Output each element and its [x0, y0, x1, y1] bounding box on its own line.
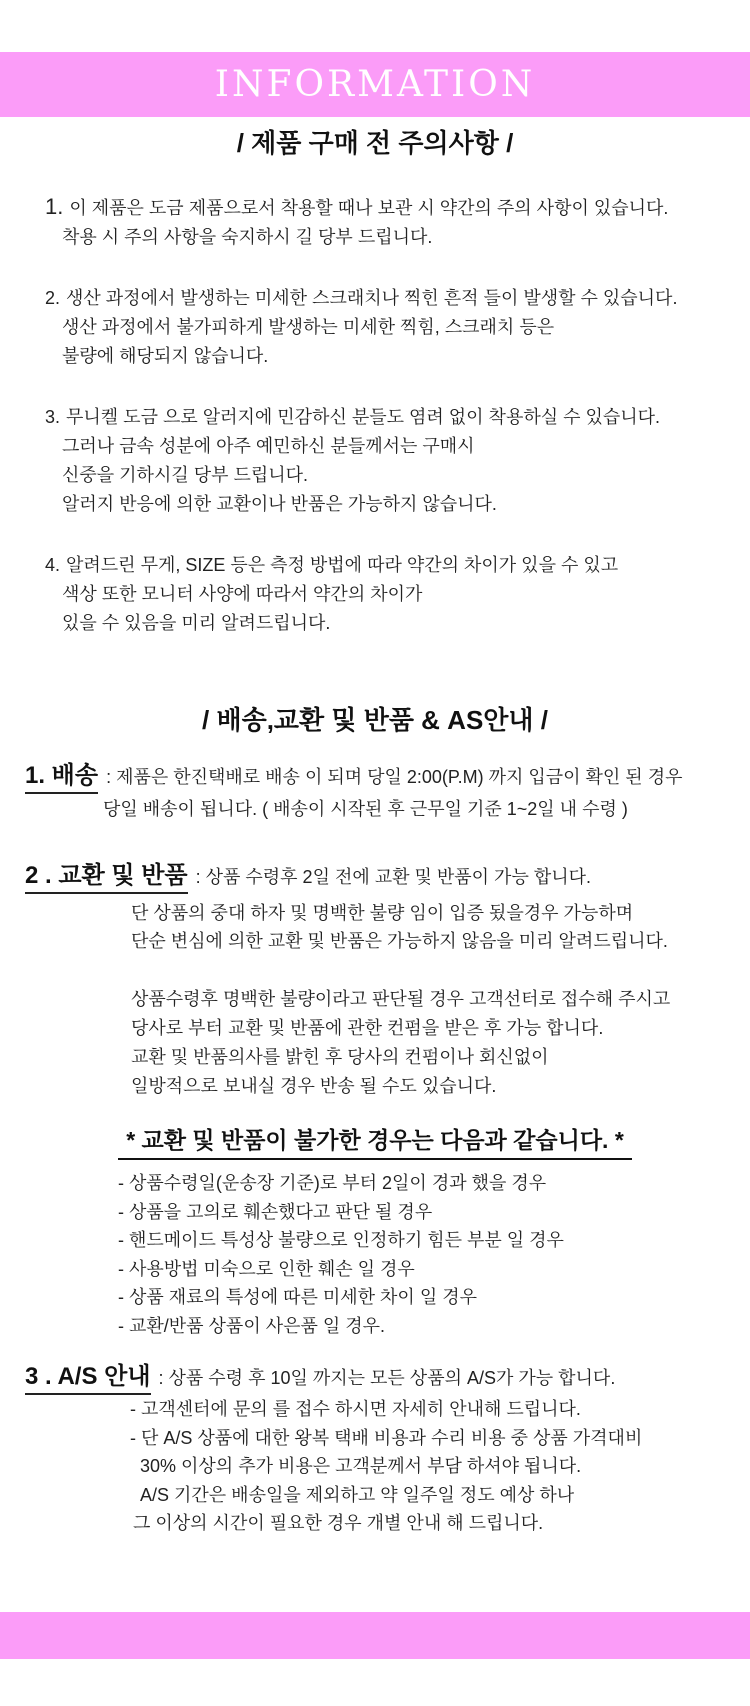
shipping-label: 1. 배송	[25, 761, 98, 794]
notice-line	[45, 551, 750, 580]
exchange-text: 일방적으로 보내실 경우 반송 될 수도 있습니다.	[131, 1076, 497, 1096]
exchange-paragraph-2	[25, 985, 750, 1101]
exchange-label: 2 . 교환 및 반품	[25, 861, 188, 894]
as-text: : 상품 수령 후 10일 까지는 모든 상품의 A/S가 가능 합니다.	[158, 1368, 616, 1388]
notice-text: 알려드린 무게, SIZE 등은 측정 방법에 따라 약간의 차이가 있을 수 있고	[66, 555, 619, 575]
notice-text: 신중을 기하시길 당부 드립니다.	[62, 465, 309, 485]
notice-text: 생산 과정에서 발생하는 미세한 스크래치나 찍힌 흔적 들이 발생할 수 있습니다.	[66, 288, 678, 308]
notice-text: 불량에 해당되지 않습니다.	[62, 346, 269, 366]
exchange-text: 단 상품의 중대 하자 및 명백한 불량 임이 입증 됬을경우 가능하며	[131, 903, 634, 923]
as-label: 3 . A/S 안내	[25, 1362, 151, 1395]
notice-text: 알러지 반응에 의한 교환이나 반품은 가능하지 않습니다.	[62, 494, 497, 514]
notice-text: 이 제품은 도금 제품으로서 착용할 때나 보관 시 약간의 주의 사항이 있습니다.	[69, 198, 669, 218]
section1-title: / 제품 구매 전 주의사항 /	[236, 128, 514, 158]
item-number: 3.	[45, 407, 61, 427]
no-return-item: - 상품수령일(운송장 기준)로 부터 2일이 경과 했을 경우	[118, 1173, 547, 1193]
item-number: 4.	[45, 555, 61, 575]
no-return-item: - 상품을 고의로 훼손했다고 판단 될 경우	[118, 1201, 433, 1222]
notice-line	[45, 284, 750, 313]
notice-item-1	[0, 192, 750, 252]
no-return-list	[0, 1169, 750, 1340]
notice-text: 색상 또한 모니터 사양에 따라서 약간의 차이가	[62, 584, 423, 604]
notice-item-2	[0, 284, 750, 371]
notice-text: 있을 수 있음을 미리 알려드립니다.	[62, 613, 331, 633]
notice-text: 무니켈 도금 으로 알러지에 민감하신 분들도 염려 없이 착용하실 수 있습니다.	[66, 407, 661, 427]
exchange-block	[0, 861, 750, 1101]
banner-title: INFORMATION	[214, 64, 536, 105]
notice-text: 생산 과정에서 불가피하게 발생하는 미세한 찍힘, 스크래치 등은	[62, 317, 555, 337]
as-text: 30% 이상의 추가 비용은 고객분께서 부담 하셔야 됩니다.	[140, 1456, 582, 1476]
exchange-text: 단순 변심에 의한 교환 및 반품은 가능하지 않음을 미리 알려드립니다.	[131, 931, 668, 951]
notice-text: 그러나 금속 성분에 아주 예민하신 분들께서는 구매시	[62, 436, 475, 456]
footer-accent-bar	[0, 1612, 750, 1659]
no-return-item: - 교환/반품 상품이 사은품 일 경우.	[118, 1315, 386, 1336]
information-banner	[0, 52, 750, 117]
no-return-heading: * 교환 및 반품이 불가한 경우는 다음과 같습니다. *	[118, 1125, 632, 1160]
as-text: A/S 기간은 배송일을 제외하고 약 일주일 정도 예상 하나	[140, 1484, 575, 1505]
item-number: 2.	[45, 288, 61, 308]
no-return-item: - 핸드메이드 특성상 불량으로 인정하기 힘든 부분 일 경우	[118, 1230, 564, 1250]
shipping-text: : 제품은 한진택배로 배송 이 되며 당일 2:00(P.M) 까지 입금이 확인 된 경우	[106, 767, 683, 787]
exchange-text: 당사로 부터 교환 및 반품에 관한 컨펌을 받은 후 가능 합니다.	[131, 1018, 604, 1038]
shipping-text: 당일 배송이 됩니다. ( 배송이 시작된 후 근무일 기준 1~2일 내 수령 )	[103, 799, 628, 819]
as-block	[0, 1362, 750, 1538]
item-number: 1.	[45, 194, 64, 219]
exchange-text: : 상품 수령후 2일 전에 교환 및 반품이 가능 합니다.	[195, 867, 592, 887]
exchange-text: 교환 및 반품의사를 밝힌 후 당사의 컨펌이나 회신없이	[131, 1047, 549, 1067]
as-text: - 단 A/S 상품에 대한 왕복 택배 비용과 수리 비용 중 상품 가격대비	[130, 1427, 643, 1448]
shipping-first-line	[25, 761, 750, 794]
notice-text: 착용 시 주의 사항을 숙지하시 길 당부 드립니다.	[62, 227, 433, 247]
as-text: 그 이상의 시간이 필요한 경우 개별 안내 해 드립니다.	[133, 1513, 544, 1533]
notice-line	[45, 403, 750, 432]
shipping-block	[0, 761, 750, 824]
notice-item-4	[0, 551, 750, 638]
exchange-first-line	[25, 861, 750, 894]
notice-line	[45, 192, 750, 223]
section2-title: / 배송,교환 및 반품 & AS안내 /	[202, 705, 548, 735]
notice-item-3	[0, 403, 750, 519]
exchange-text: 상품수령후 명백한 불량이라고 판단될 경우 고객선터로 접수해 주시고	[131, 989, 671, 1009]
no-return-item: - 사용방법 미숙으로 인한 훼손 일 경우	[118, 1258, 415, 1279]
no-return-item: - 상품 재료의 특성에 따른 미세한 차이 일 경우	[118, 1287, 477, 1307]
as-lines	[25, 1395, 750, 1538]
as-text: - 고객센터에 문의 를 접수 하시면 자세히 안내해 드립니다.	[130, 1399, 581, 1419]
as-first-line	[25, 1362, 750, 1395]
no-return-heading-wrap	[0, 1125, 750, 1160]
